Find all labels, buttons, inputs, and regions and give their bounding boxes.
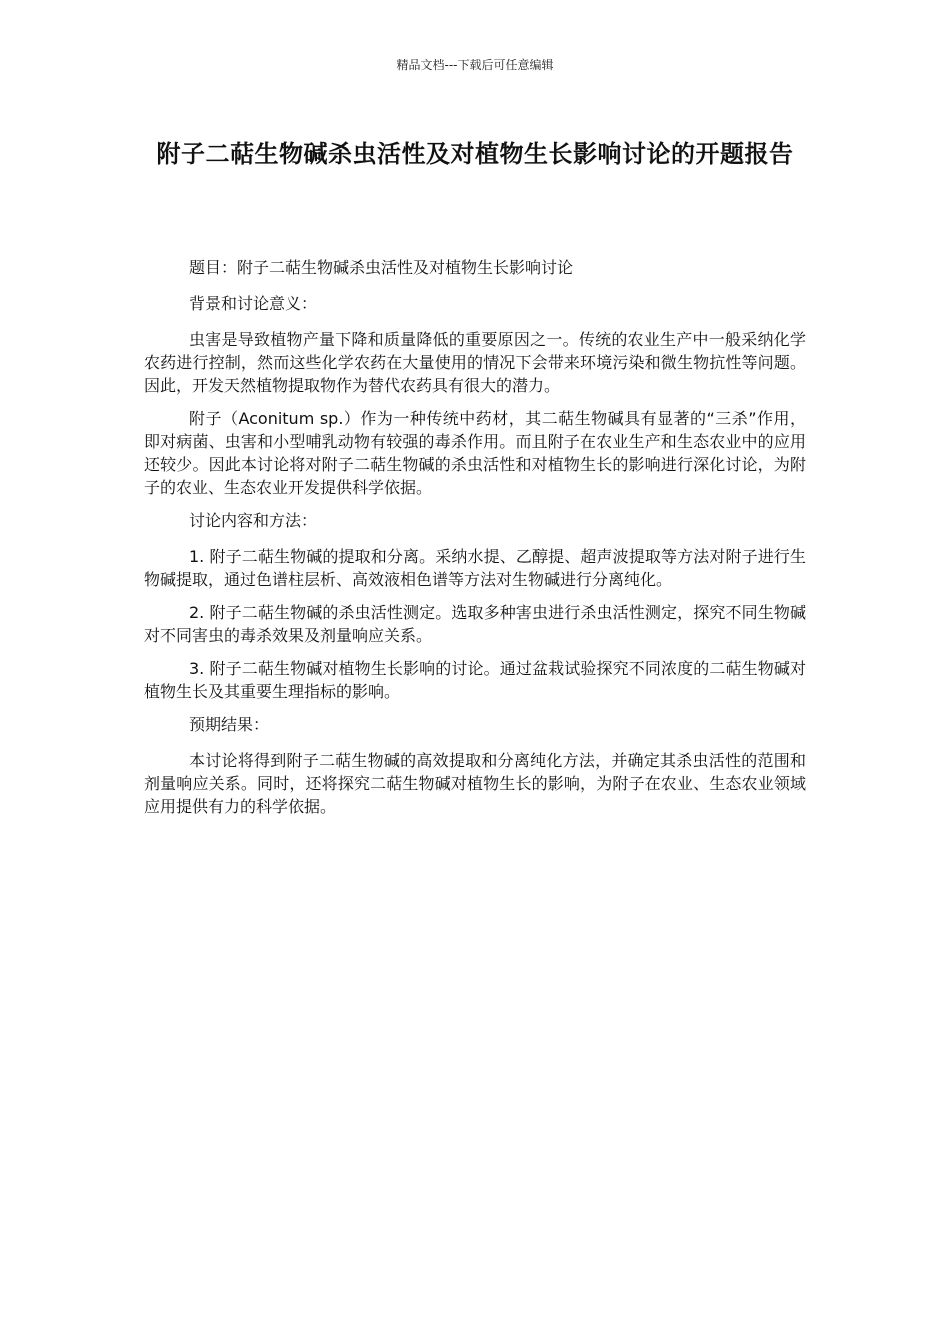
background-heading: 背景和讨论意义： [189,294,318,313]
background-paragraph-2: 附子（Aconitum sp.）作为一种传统中药材，其二萜生物碱具有显著的“三杀”作用，即对病菌、虫害和小型哺乳动物有较强的毒杀作用。而且附子在农业生产和生态农业中的应用还较少。因此本讨论将对附子二萜生物碱的杀虫活性和对植物生长的影响进行深化讨论，为附子的农业、生态农业开发提供科学依据。 [144,409,806,497]
method-item-2: 2. 附子二萜生物碱的杀虫活性测定。选取多种害虫进行杀虫活性测定，探究不同生物碱对不同害虫的毒杀效果及剂量响应关系。 [144,603,806,645]
header-note: 精品文档---下载后可任意编辑 [396,58,554,72]
topic-line: 题目：附子二萜生物碱杀虫活性及对植物生长影响讨论 [189,258,574,277]
background-paragraph-1: 虫害是导致植物产量下降和质量降低的重要原因之一。传统的农业生产中一般采纳化学农药进行控制，然而这些化学农药在大量使用的情况下会带来环境污染和微生物抗性等问题。因此，开发天然植物提取物作为替代农药具有很大的潜力。 [144,330,806,395]
results-paragraph: 本讨论将得到附子二萜生物碱的高效提取和分离纯化方法，并确定其杀虫活性的范围和剂量响应关系。同时，还将探究二萜生物碱对植物生长的影响，为附子在农业、生态农业领域应用提供有力的科学依据。 [144,751,806,816]
document-body [144,256,806,828]
method-item-1: 1. 附子二萜生物碱的提取和分离。采纳水提、乙醇提、超声波提取等方法对附子进行生物碱提取，通过色谱柱层析、高效液相色谱等方法对生物碱进行分离纯化。 [144,547,806,589]
results-heading: 预期结果： [189,715,270,734]
methods-heading: 讨论内容和方法： [189,511,318,530]
method-item-3: 3. 附子二萜生物碱对植物生长影响的讨论。通过盆栽试验探究不同浓度的二萜生物碱对植物生长及其重要生理指标的影响。 [144,659,806,701]
document-title: 附子二萜生物碱杀虫活性及对植物生长影响讨论的开题报告 [156,140,794,168]
